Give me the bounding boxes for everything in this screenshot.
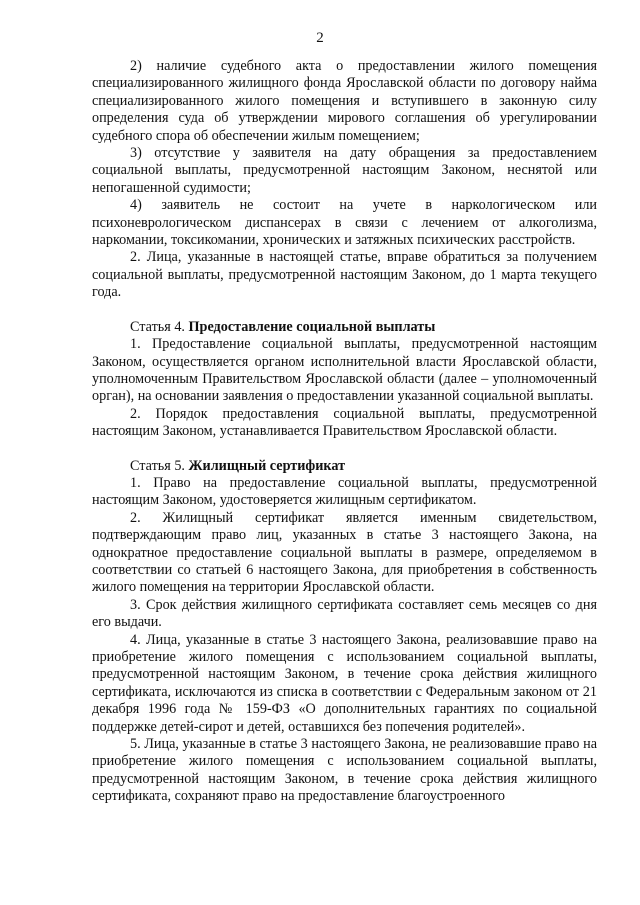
- article-5: [92, 458, 597, 806]
- paragraph: 2) наличие судебного акта о предоставлении жилого помещения специализированного жилищного фонда Ярославской области по договору найма специализированного жилого помещения и вступившего в законную силу определения суда об утверждении мирового соглашения об урегулировании судебного спора об обеспечении жилым помещением;: [92, 58, 597, 144]
- article-4-prefix: Статья 4.: [130, 318, 189, 335]
- paragraph: 3) отсутствие у заявителя на дату обращения за предоставлением социальной выплаты, предусмотренной настоящим Законом, неснятой или непогашенной судимости;: [92, 145, 597, 196]
- paragraph: 2. Лица, указанные в настоящей статье, вправе обратиться за получением социальной выплаты, предусмотренной настоящим Законом, до 1 марта текущего года.: [92, 249, 597, 301]
- article-5-prefix: Статья 5.: [130, 457, 189, 474]
- article-3-continuation: [92, 58, 597, 302]
- paragraph: 2. Порядок предоставления социальной выплаты, предусмотренной настоящим Законом, устанавливается Правительством Ярославской области.: [92, 405, 597, 440]
- paragraph: 3. Срок действия жилищного сертификата составляет семь месяцев со дня его выдачи.: [92, 596, 597, 631]
- article-4-heading: [92, 319, 597, 336]
- article-4-title: Предоставление социальной выплаты: [188, 318, 436, 335]
- page-number: 2: [316, 30, 324, 46]
- article-5-heading: [92, 458, 597, 475]
- paragraph: 1. Право на предоставление социальной выплаты, предусмотренной настоящим Законом, удостоверяется жилищным сертификатом.: [92, 474, 597, 509]
- document-body: [92, 58, 597, 806]
- paragraph: 2. Жилищный сертификат является именным свидетельством, подтверждающим право лиц, указанных в статье 3 настоящего Закона, на однократное предоставление социальной выплаты в размере, определяемом в соответствии со статьей 6 настоящего Закона, для приобретения в собственность жилого помещения на территории Ярославской области.: [92, 509, 597, 596]
- article-5-title: Жилищный сертификат: [188, 457, 346, 474]
- paragraph: 4) заявитель не состоит на учете в наркологическом или психоневрологическом диспансерах в связи с лечением от алкоголизма, наркомании, токсикомании, хронических и затяжных психических расстройств.: [92, 197, 597, 249]
- paragraph: 4. Лица, указанные в статье 3 настоящего Закона, реализовавшие право на приобретение жилого помещения с использованием социальной выплаты, предусмотренной настоящим Законом, в течение срока действия жилищного сертификата, исключаются из списка в соответствии с Федеральным законом от 21 декабря 1996 года № 159-ФЗ «О дополнительных гарантиях по социальной поддержке детей-сирот и детей, оставшихся без попечения родителей».: [92, 631, 597, 735]
- article-4: [92, 319, 597, 441]
- paragraph: 5. Лица, указанные в статье 3 настоящего Закона, не реализовавшие право на приобретение жилого помещения с использованием социальной выплаты, предусмотренной настоящим Законом, в течение срока действия жилищного сертификата, сохраняют право на предоставление благоустроенного: [92, 736, 597, 805]
- paragraph: 1. Предоставление социальной выплаты, предусмотренной настоящим Законом, осуществляется органом исполнительной власти Ярославской области, уполномоченным Правительством Ярославской области (далее – уполномоченный орган), на основании заявления о предоставлении указанной социальной выплаты.: [92, 336, 597, 405]
